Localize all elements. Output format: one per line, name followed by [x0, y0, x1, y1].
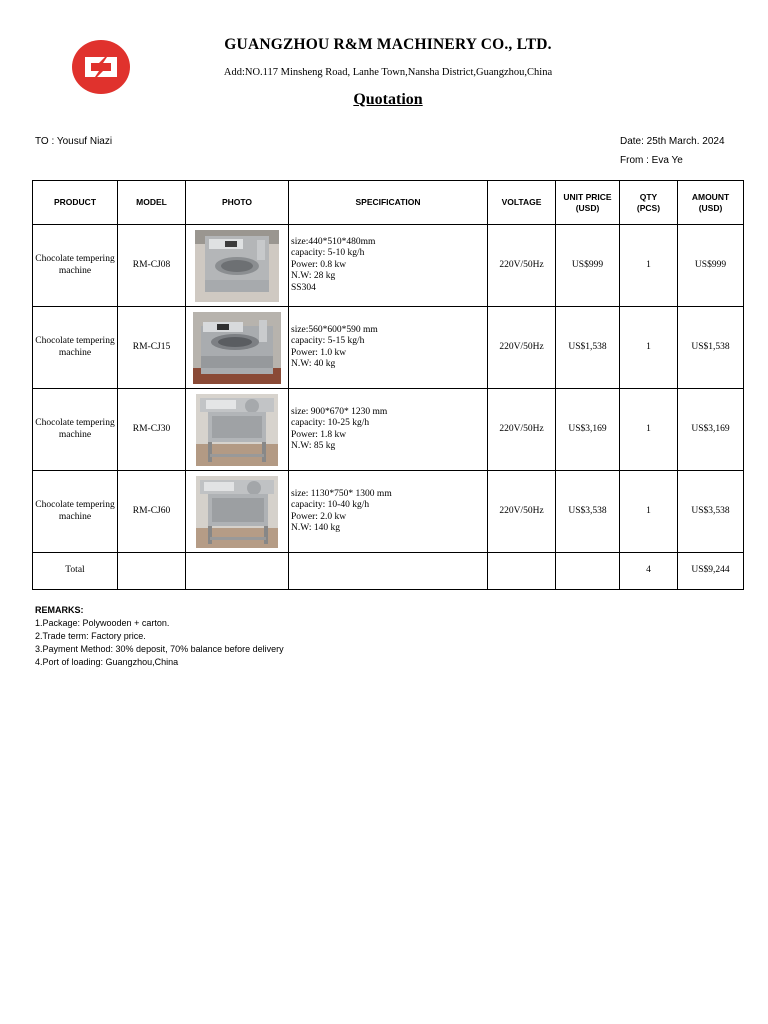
table-row	[33, 389, 744, 471]
machine-photo	[195, 230, 279, 302]
remark-item: 3.Payment Method: 30% deposit, 70% balance before delivery	[35, 644, 284, 654]
document-title: Quotation	[353, 91, 423, 108]
machine-photo	[196, 476, 278, 548]
empty-cell	[488, 553, 556, 590]
header-product: PRODUCT	[33, 181, 118, 225]
product-cell: Chocolate tempering machine	[33, 389, 118, 471]
header-specification: SPECIFICATION	[289, 181, 488, 225]
product-cell: Chocolate tempering machine	[33, 225, 118, 307]
amount-cell: US$3,538	[678, 471, 744, 553]
remark-item: 2.Trade term: Factory price.	[35, 631, 146, 641]
photo-cell	[186, 225, 289, 307]
voltage-cell: 220V/50Hz	[488, 471, 556, 553]
amount-cell: US$999	[678, 225, 744, 307]
machine-photo	[196, 394, 278, 466]
header-unit-price: UNIT PRICE (USD)	[556, 181, 620, 225]
remarks-title: REMARKS:	[35, 605, 84, 615]
qty-cell: 1	[620, 225, 678, 307]
photo-cell	[186, 307, 289, 389]
photo-cell	[186, 471, 289, 553]
voltage-cell: 220V/50Hz	[488, 389, 556, 471]
qty-cell: 1	[620, 471, 678, 553]
quotation-table	[32, 180, 744, 590]
total-amount: US$9,244	[678, 553, 744, 590]
unit-price-cell: US$1,538	[556, 307, 620, 389]
product-cell: Chocolate tempering machine	[33, 471, 118, 553]
table-row	[33, 471, 744, 553]
unit-price-cell: US$3,169	[556, 389, 620, 471]
company-name: GUANGZHOU R&M MACHINERY CO., LTD.	[224, 36, 552, 53]
qty-cell: 1	[620, 307, 678, 389]
header-qty: QTY (PCS)	[620, 181, 678, 225]
recipient: TO : Yousuf Niazi	[35, 136, 113, 147]
model-cell: RM-CJ08	[118, 225, 186, 307]
header-model: MODEL	[118, 181, 186, 225]
specification-cell: size: 1130*750* 1300 mm capacity: 10-40 kg/h Power: 2.0 kw N.W: 140 kg	[289, 471, 488, 553]
model-cell: RM-CJ15	[118, 307, 186, 389]
header-photo: PHOTO	[186, 181, 289, 225]
empty-cell	[556, 553, 620, 590]
empty-cell	[118, 553, 186, 590]
remarks-section	[35, 604, 284, 669]
header-voltage: VOLTAGE	[488, 181, 556, 225]
quote-date: Date: 25th March. 2024	[620, 136, 725, 147]
empty-cell	[186, 553, 289, 590]
voltage-cell: 220V/50Hz	[488, 225, 556, 307]
amount-cell: US$3,169	[678, 389, 744, 471]
voltage-cell: 220V/50Hz	[488, 307, 556, 389]
product-cell: Chocolate tempering machine	[33, 307, 118, 389]
company-address: Add:NO.117 Minsheng Road, Lanhe Town,Nansha District,Guangzhou,China	[223, 67, 553, 78]
remark-item: 4.Port of loading: Guangzhou,China	[35, 657, 179, 667]
empty-cell	[289, 553, 488, 590]
specification-cell: size:560*600*590 mm capacity: 5-15 kg/h Power: 1.0 kw N.W: 40 kg	[289, 307, 488, 389]
table-row	[33, 225, 744, 307]
total-row	[33, 553, 744, 590]
header-amount: AMOUNT (USD)	[678, 181, 744, 225]
table-header-row	[33, 181, 744, 225]
photo-cell	[186, 389, 289, 471]
specification-cell: size: 900*670* 1230 mm capacity: 10-25 kg/h Power: 1.8 kw N.W: 85 kg	[289, 389, 488, 471]
total-label: Total	[33, 553, 118, 590]
model-cell: RM-CJ30	[118, 389, 186, 471]
unit-price-cell: US$999	[556, 225, 620, 307]
model-cell: RM-CJ60	[118, 471, 186, 553]
total-qty: 4	[620, 553, 678, 590]
specification-cell: size:440*510*480mm capacity: 5-10 kg/h Power: 0.8 kw N.W: 28 kg SS304	[289, 225, 488, 307]
unit-price-cell: US$3,538	[556, 471, 620, 553]
remark-item: 1.Package: Polywooden + carton.	[35, 618, 170, 628]
amount-cell: US$1,538	[678, 307, 744, 389]
table-row	[33, 307, 744, 389]
machine-photo	[193, 312, 281, 384]
qty-cell: 1	[620, 389, 678, 471]
sender: From : Eva Ye	[620, 155, 683, 166]
